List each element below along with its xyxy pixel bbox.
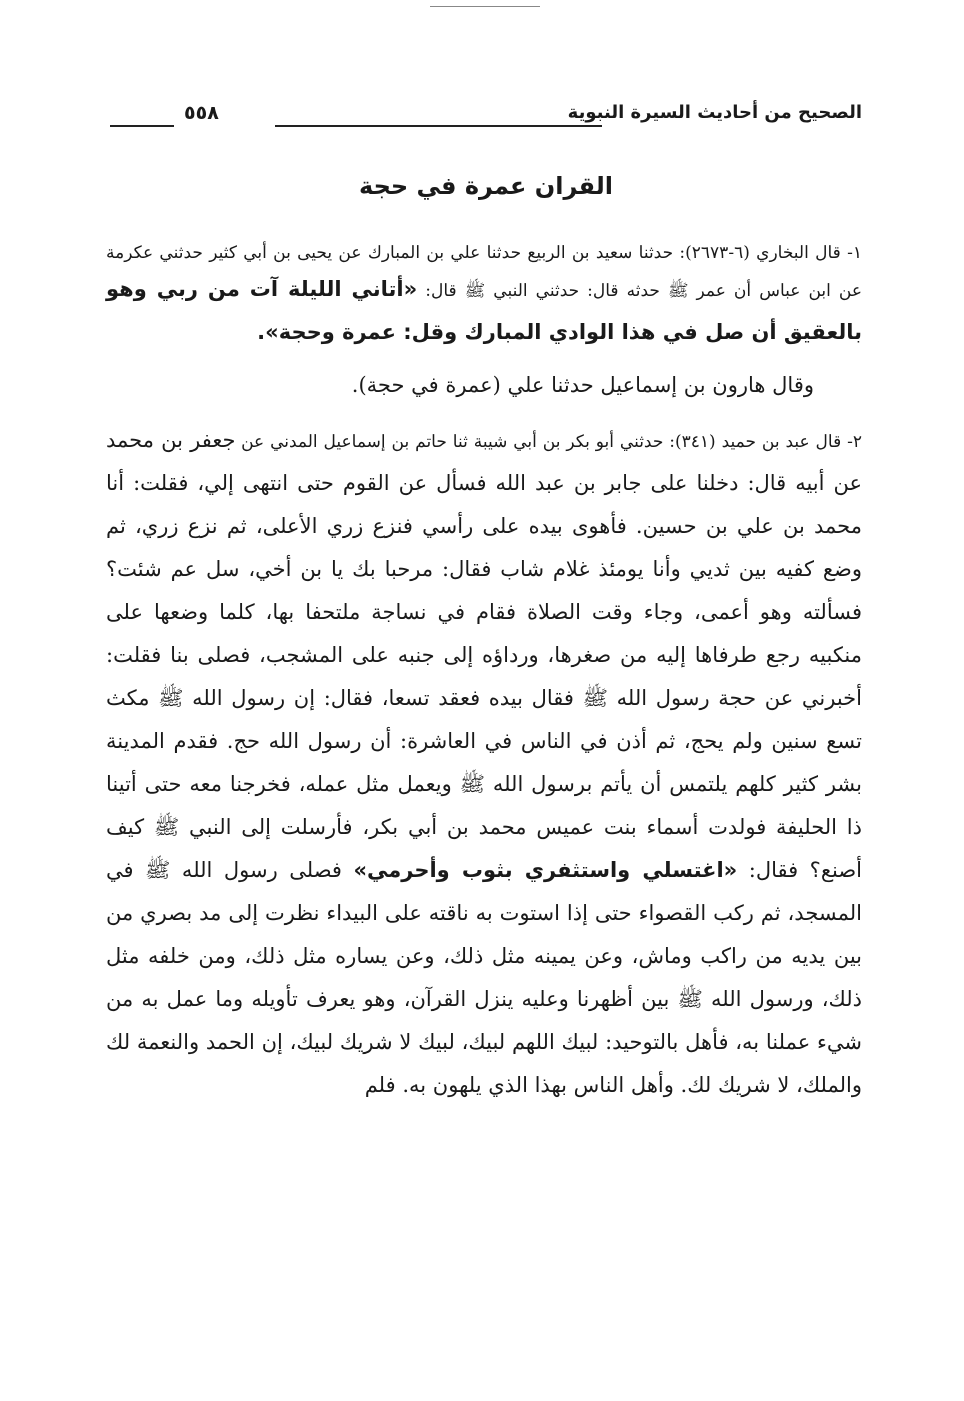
running-title: الصحيح من أحاديث السيرة النبوية bbox=[567, 102, 862, 123]
running-header bbox=[110, 100, 862, 134]
top-edge-rule bbox=[430, 6, 540, 7]
page-number: ٥٥٨ bbox=[184, 102, 219, 124]
hadith-2-text-1: جعفر بن محمد عن أبيه قال: دخلنا على جابر بن عبد الله فسأل عن القوم حتى انتهى إلي، فقلت: أنا محمد بن علي بن حسين. فأهوى بيده على رأسي فنزع زري الأعلى، ثم نزع زري، ثم وضع كفيه بين ثديي وأنا يومئذ غلام شاب فقال: مرحبا بك يا بن أخي، سل عم شئت؟ فسألته وهو أعمى، وجاء وقت الصلاة فقام في نساجة ملتحفا بها، كلما وضعها على منكبيه رجع طرفاها إليه من صغرها، ورداؤه إلى جنبه على المشجب، فصلى بنا فقلت: أخبرني عن حجة رسول الله ﷺ فقال بيده فعقد تسعا، فقال: إن رسول الله ﷺ مكث تسع سنين ولم يحج، ثم أذن في الناس في العاشرة: أن رسول الله حج. فقدم المدينة بشر كثير كلهم يلتمس أن يأتم برسول الله ﷺ ويعمل مثل عمله، فخرجنا معه حتى أتينا ذا الحليفة فولدت أسماء بنت عميس محمد بن أبي بكر، فأرسلت إلى النبي ﷺ كيف أصنع؟ فقال: bbox=[106, 428, 862, 882]
hadith-1-matn: «أتاني الليلة آت من ربي وهو بالعقيق أن صل في هذا الوادي المبارك وقل: عمرة وحجة». bbox=[106, 277, 862, 344]
chapter-title: القران عمرة في حجة bbox=[359, 172, 613, 200]
hadith-1 bbox=[106, 238, 862, 354]
hadith-1-isnad: ١- قال البخاري (٦-٢٦٧٣): حدثنا سعيد بن الربيع حدثنا علي بن المبارك عن يحيى بن أبي كثير حدثني عكرمة عن ابن عباس أن عمر ﷺ حدثه قال: حدثني النبي ﷺ قال: bbox=[106, 243, 862, 301]
hadith-1-note: وقال هارون بن إسماعيل حدثنا علي (عمرة في حجة). bbox=[351, 373, 814, 397]
hadith-2-text-2: فصلى رسول الله ﷺ في المسجد، ثم ركب القصواء حتى إذا استوت به ناقته على البيداء نظرت إلى مد بصري من بين يديه من راكب وماش، وعن يمينه مثل ذلك، وعن يساره مثل ذلك، ومن خلفه مثل ذلك، ورسول الله ﷺ بين أظهرنا وعليه ينزل القرآن، وهو يعرف تأويله وما عمل به من شيء عملنا به، فأهل بالتوحيد: لبيك اللهم لبيك، لبيك لا شريك لبيك، إن الحمد والنعمة لك والملك، لا شريك لك. وأهل الناس بهذا الذي يلهون به. فلم bbox=[106, 858, 862, 1097]
hadith-2-isnad: ٢- قال عبد بن حميد (٣٤١): حدثني أبو بكر بن أبي شيبة ثنا حاتم بن إسماعيل المدني عن bbox=[241, 432, 863, 452]
hadith-2-quote: «اغتسلي واستثفري بثوب وأحرمي» bbox=[353, 858, 738, 882]
hadith-2 bbox=[106, 419, 862, 1107]
page-body bbox=[106, 238, 862, 1107]
page-number-rule bbox=[110, 125, 174, 127]
header-rule bbox=[275, 125, 602, 127]
